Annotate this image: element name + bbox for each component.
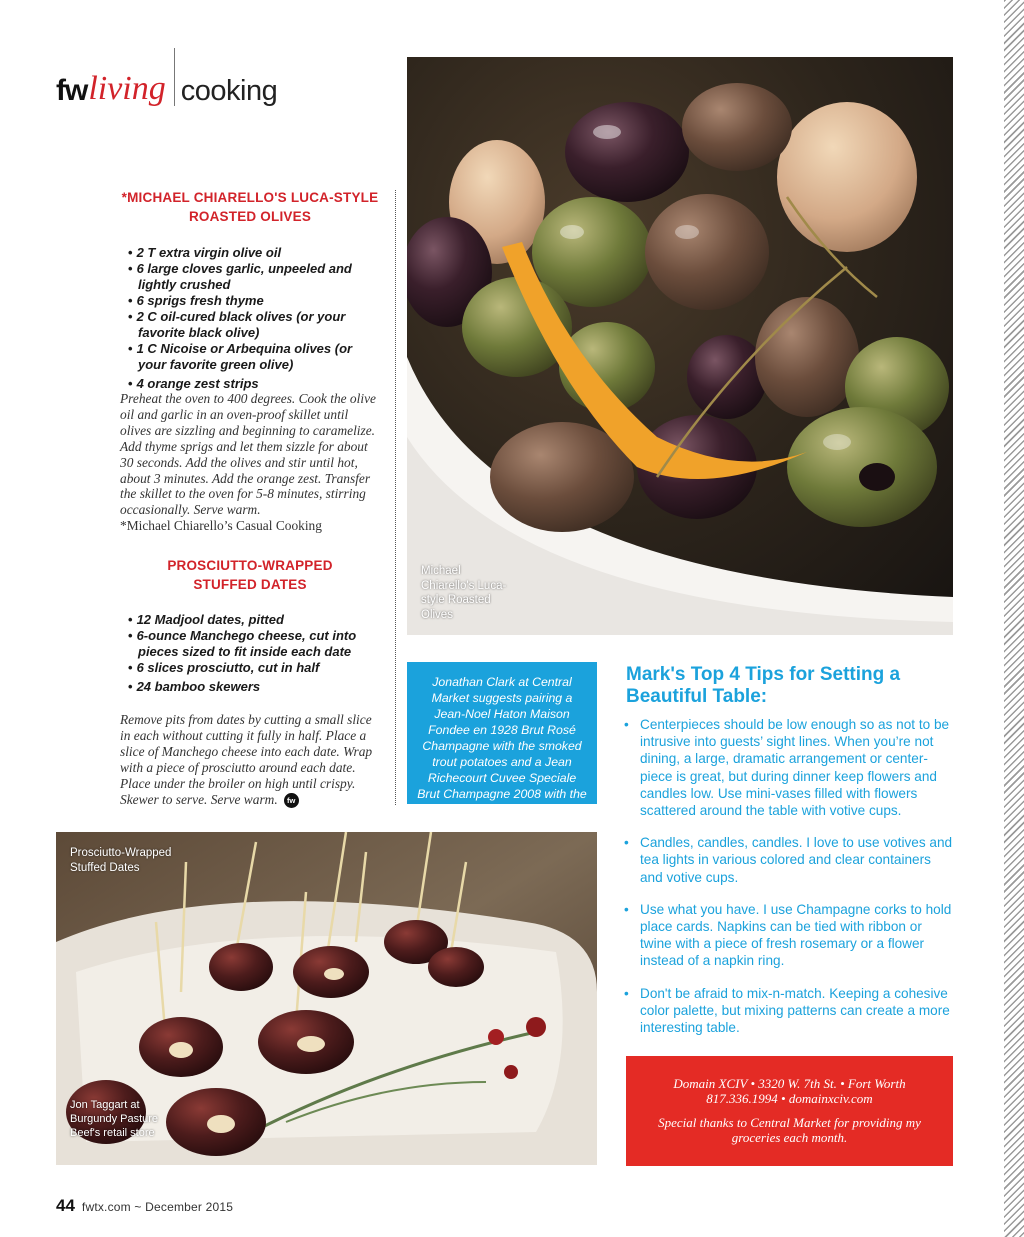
- olives-photo-image: [407, 57, 953, 635]
- column-divider: [395, 190, 396, 805]
- tip-item: • Candles, candles, candles. I love to use votives and tea lights in various colored and clear containers and votive cups.: [624, 834, 956, 886]
- wine-pairing-text: Jonathan Clark at Central Market suggests pairing a Jean-Noel Haton Maison Fondee en 1928 Brut Rosé Champagne with the smoked trout potatoes and a Jean Richecourt Cuvee Speciale Brut Champagne 2008 with the stuffed dates.: [417, 675, 587, 817]
- brand-fw: fw: [56, 74, 88, 107]
- recipe-dates-ingredients: [120, 612, 365, 695]
- ingredient-item: • 12 Madjool dates, pitted: [120, 612, 365, 628]
- ingredient-item: • 4 orange zest strips: [120, 376, 380, 392]
- ingredient-item: • 1 C Nicoise or Arbequina olives (or your favorite green olive): [120, 341, 380, 373]
- recipe-olives-method: Preheat the oven to 400 degrees. Cook the olive oil and garlic in an oven-proof skillet until olives are sizzling and beginning to caramelize. Add thyme sprigs and let them sizzle for about 30 seconds. Add the olives and stir until hot, about 3 minutes. Add the orange zest. Transfer the skillet to the oven for 5-8 minutes, stirring occasionally. Serve warm.: [120, 391, 376, 518]
- sponsor-address: Domain XCIV • 3320 W. 7th St. • Fort Worth: [673, 1076, 906, 1091]
- recipe-dates-method: [120, 712, 382, 808]
- ingredient-item: • 6 large cloves garlic, unpeeled and lightly crushed: [120, 261, 380, 293]
- recipe-olives-title-line2: ROASTED OLIVES: [188, 209, 312, 224]
- ingredient-item: • 6 slices prosciutto, cut in half: [120, 660, 365, 676]
- dates-photo-caption: Prosciutto-Wrapped Stuffed Dates: [70, 847, 172, 874]
- recipe-dates-title-line1: PROSCIUTTO-WRAPPED: [167, 558, 333, 573]
- fw-end-mark-icon: fw: [284, 793, 299, 808]
- tips-title: Mark's Top 4 Tips for Setting a Beautiful Table:: [626, 664, 901, 707]
- sponsor-box: [626, 1056, 953, 1166]
- ingredient-item: • 24 bamboo skewers: [120, 679, 365, 695]
- page-number: 44: [56, 1196, 75, 1215]
- tip-item: • Centerpieces should be low enough so as not to be intrusive into guests’ sight lines. When you’re not dining, a large, dramatic arrangement or center-piece is great, but during dinner keep flowers and candles low. Use mini-vases filled with flowers scattered around the table with votive cups.: [624, 716, 956, 819]
- ingredient-item: • 2 C oil-cured black olives (or your favorite black olive): [120, 309, 380, 341]
- recipe-olives-title: [100, 188, 400, 226]
- dates-photo-credit: Jon Taggart at Burgundy Pasture Beef's retail store: [70, 1099, 159, 1139]
- olives-photo: [407, 57, 953, 635]
- recipe-dates-title-line2: STUFFED DATES: [193, 577, 307, 592]
- brand-living: living: [88, 70, 166, 107]
- footer-text: fwtx.com ~ December 2015: [81, 1200, 234, 1214]
- ingredient-item: • 6 sprigs fresh thyme: [120, 293, 380, 309]
- page-footer: [56, 1196, 233, 1216]
- section-name: cooking: [180, 75, 278, 107]
- ingredient-item: • 6-ounce Manchego cheese, cut into pieces sized to fit inside each date: [120, 628, 365, 660]
- tips-list: [624, 716, 956, 1051]
- recipe-dates-title: [100, 556, 400, 594]
- recipe-olives-ingredients: [120, 245, 380, 392]
- recipe-dates-method-text: Remove pits from dates by cutting a small slice in each without cutting it fully in half. Place a slice of Manchego cheese into each date. Wrap with a piece of prosciutto around each date. Place under the broiler on high until crispy. Skewer to serve. Serve warm.: [120, 712, 373, 807]
- header-divider: [174, 48, 175, 106]
- olives-photo-caption: Michael Chiarello's Luca-style Roasted Olives: [421, 565, 507, 621]
- recipe-olives-credit: *Michael Chiarello’s Casual Cooking: [120, 518, 322, 533]
- tip-item: • Don't be afraid to mix-n-match. Keeping a cohesive color palette, but mixing patterns can create a more interesting table.: [624, 985, 956, 1037]
- tip-item: • Use what you have. I use Champagne corks to hold place cards. Napkins can be tied with ribbon or twine with a piece of fresh rosemary or a flower instead of a napkin ring.: [624, 901, 956, 970]
- sponsor-contact: 817.336.1994 • domainxciv.com: [706, 1091, 873, 1106]
- wine-pairing-note: [407, 662, 597, 817]
- sponsor-thanks: Special thanks to Central Market for providing my groceries each month.: [658, 1115, 921, 1145]
- page-edge-pattern: [1004, 0, 1024, 1237]
- recipe-olives-title-line1: *MICHAEL CHIARELLO'S LUCA-STYLE: [121, 190, 379, 205]
- section-header: [56, 48, 277, 106]
- ingredient-item: • 2 T extra virgin olive oil: [120, 245, 380, 261]
